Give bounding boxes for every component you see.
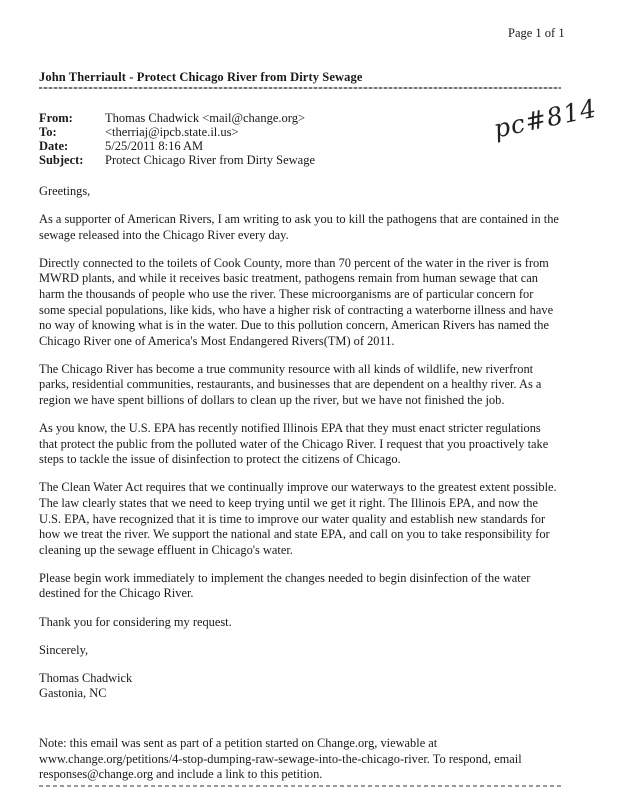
closing: Sincerely, xyxy=(39,642,89,657)
paragraph-4: As you know, the U.S. EPA has recently notified Illinois EPA that they must enact stricter regulations that protect the public from the polluted water of the Chicago River. I request that you proactively take steps to tackle the issue of disinfection to protect the citizens of Chicago. xyxy=(39,421,549,467)
paragraph-7: Thank you for considering my request. xyxy=(39,614,232,629)
page-number: Page 1 of 1 xyxy=(508,26,565,40)
petition-note: Note: this email was sent as part of a petition started on Change.org, viewable at www.change.org/petitions/4-stop-dumping-raw-sewage-into-the-chicago-river. To respond, email responses@change.org and include a link to this petition. xyxy=(39,735,522,782)
subject-label: Subject: xyxy=(39,153,84,167)
email-title: John Therriault - Protect Chicago River from Dirty Sewage xyxy=(39,70,363,84)
from-row xyxy=(39,111,305,126)
from-value: Thomas Chadwick <mail@change.org> xyxy=(105,111,305,125)
footer-divider xyxy=(39,785,561,787)
date-value: 5/25/2011 8:16 AM xyxy=(105,139,204,153)
signature-location: Gastonia, NC xyxy=(39,686,107,701)
title-divider xyxy=(39,87,561,89)
subject-row xyxy=(39,153,315,168)
paragraph-2: Directly connected to the toilets of Cook County, more than 70 percent of the water in the river is from MWRD plants, and while it receives basic treatment, pathogens remain from human sewage that can harm the thousands of people who use the river. These microorganisms are of particular concern for some special populations, like kids, who have a higher risk of contracting a waterborne illness and have no way of knowing what is in the water. Due to this pollution concern, American Rivers has named the Chicago River one of America's Most Endangered Rivers(TM) of 2011. xyxy=(39,255,554,348)
paragraph-6: Please begin work immediately to implement the changes needed to begin disinfection of the water destined for the Chicago River. xyxy=(39,570,531,601)
date-label: Date: xyxy=(39,139,69,153)
paragraph-5: The Clean Water Act requires that we continually improve our waterways to the greatest extent possible. The law clearly states that we need to keep trying until we get it right. The Illinois EPA, and now the U.S. EPA, have recognized that it is time to improve our water quality and establish new standards for how we treat the river. We support the national and state EPA, and call on you to take responsibility for cleaning up the sewage effluent in Chicago's water. xyxy=(39,480,557,557)
from-label: From: xyxy=(39,111,73,125)
date-row xyxy=(39,139,203,154)
to-label: To: xyxy=(39,125,57,139)
to-value: <therriaj@ipcb.state.il.us> xyxy=(105,125,239,139)
paragraph-1: As a supporter of American Rivers, I am writing to ask you to kill the pathogens that are contained in the sewage released into the Chicago River every day. xyxy=(39,212,559,242)
handwritten-stamp: pc#814 xyxy=(491,93,600,144)
signature-name: Thomas Chadwick xyxy=(39,670,133,685)
greeting: Greetings, xyxy=(39,184,91,198)
to-row xyxy=(39,125,239,140)
subject-value: Protect Chicago River from Dirty Sewage xyxy=(105,153,316,167)
email-body xyxy=(39,184,561,795)
paragraph-3: The Chicago River has become a true community resource with all kinds of wildlife, new riverfront parks, residential communities, restaurants, and businesses that are dependent on a healthy river. As a region we have spent billions of dollars to clean up the river, but we have not finished the job. xyxy=(39,361,542,408)
